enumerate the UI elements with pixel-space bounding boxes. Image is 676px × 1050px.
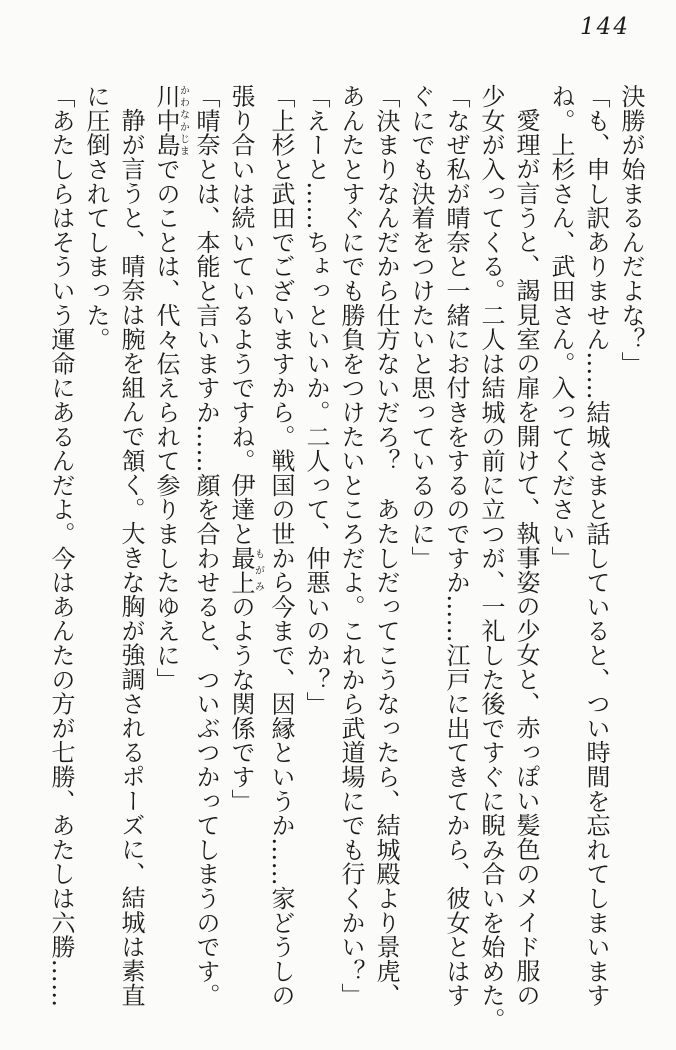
text-line: 「晴奈とは、本能と言いますか……顔を合わせると、ついぶつかってしまうのです。 <box>192 84 220 1008</box>
ruby-annotated-word: 川中島かわなかじま <box>152 84 189 157</box>
text-line: 「なぜ私が晴奈と一緒にお付きをするのですか……江戸に出てきてから、彼女とはす <box>442 84 470 1008</box>
page-number: 144 <box>580 14 630 40</box>
text-line: に圧倒されてしまった。 <box>82 84 110 352</box>
text-line: 張り合いは続いているようですね。伊達と最上もがみのような関係です」 <box>227 84 264 814</box>
body-text <box>43 84 648 1042</box>
text-line: あんたとすぐにでも勝負をつけたいところだよ。これから武道場にでも行くかい？」 <box>337 84 365 1008</box>
text-line: 静が言うと、晴奈は腕を組んで頷く。大きな胸が強調されるポーズに、結城は素直 <box>117 108 145 1008</box>
text-line: 少女が入ってくる。二人は結城の前に立つが、一礼した後ですぐに睨み合いを始めた。 <box>477 84 505 1032</box>
text-line: 決勝が始まるんだよな？」 <box>617 84 645 376</box>
text-line: 愛理が言うと、謁見室の扉を開けて、執事姿の少女と、赤っぽい髪色のメイド服の <box>512 108 540 1008</box>
text-line: 川中島かわなかじまでのことは、代々伝えられて参りましたゆえに」 <box>152 84 189 692</box>
text-line: ね。上杉さん、武田さん。入ってください」 <box>547 84 575 570</box>
text-line: 「あたしらはそういう運命にあるんだよ。今はあんたの方が七勝、あたしは六勝…… <box>47 84 75 1008</box>
text-line: 「も、申し訳ありません……結城さまと話していると、つい時間を忘れてしまいます <box>582 84 610 1008</box>
text-line: ぐにでも決着をつけたいと思っているのに」 <box>407 84 435 570</box>
text-line: 「えーと……ちょっといいか。二人って、仲悪いのか？」 <box>302 84 330 716</box>
text-line: 「決まりなんだから仕方ないだろ？ あたしだってこうなったら、結城殿より景虎、 <box>372 84 400 1008</box>
text-line: 「上杉と武田でございますから。戦国の世から今まで、因縁というか……家どうしの <box>267 84 295 1008</box>
ruby-annotated-word: 最上もがみ <box>227 545 264 595</box>
